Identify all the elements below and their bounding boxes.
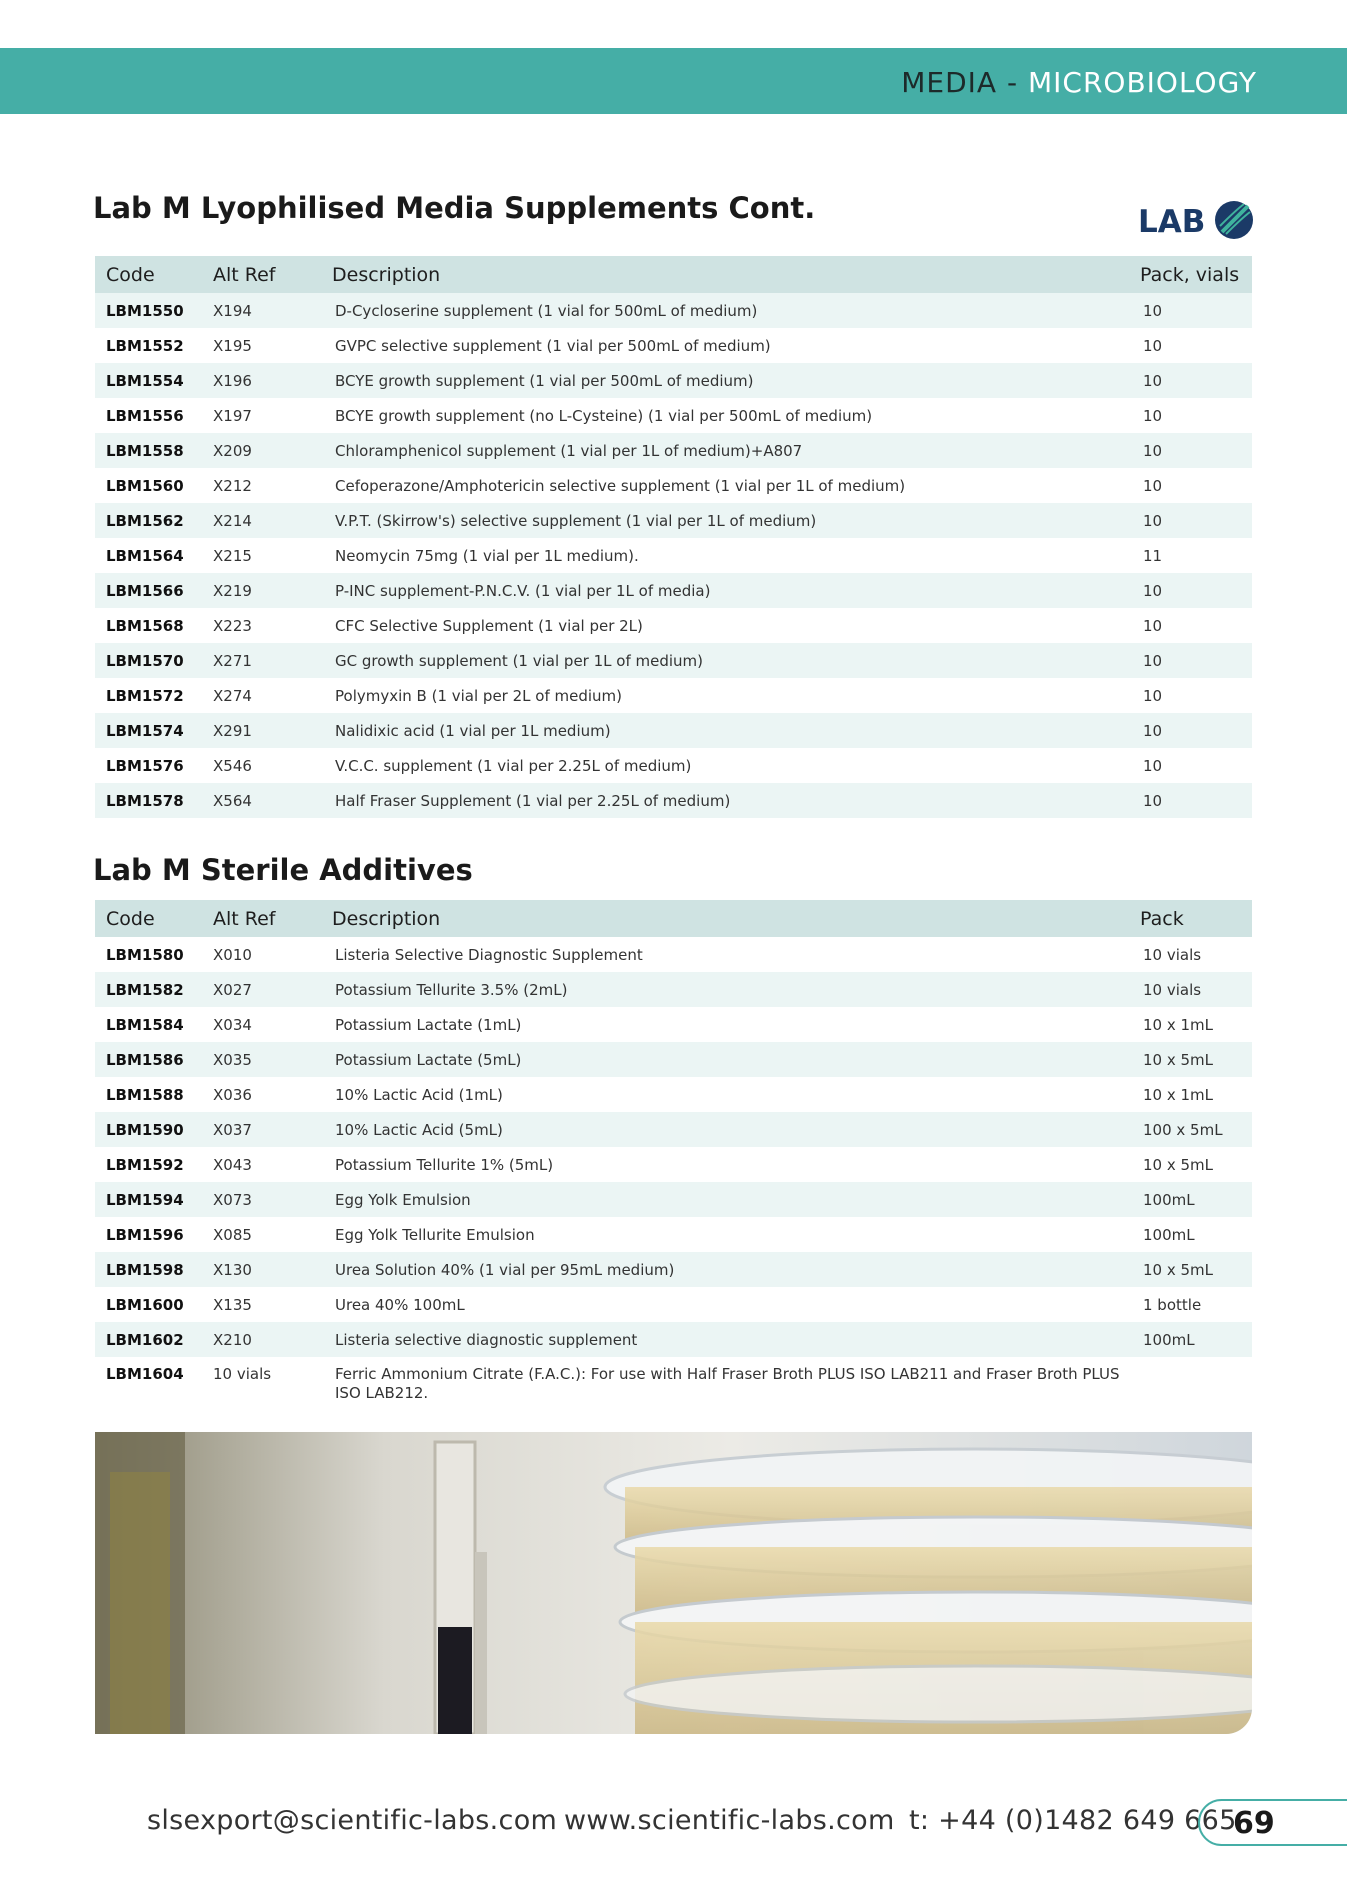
cell-alt-ref: X209 (202, 433, 321, 468)
cell-pack: 10 (1129, 433, 1252, 468)
cell-code: LBM1602 (95, 1322, 202, 1357)
col-header-alt-ref: Alt Ref (202, 256, 321, 293)
cell-description: BCYE growth supplement (1 vial per 500mL of medium) (321, 363, 1129, 398)
table-row (95, 328, 1252, 363)
cell-code: LBM1554 (95, 363, 202, 398)
table-row (95, 608, 1252, 643)
cell-pack: 10 (1129, 503, 1252, 538)
cell-alt-ref: X073 (202, 1182, 321, 1217)
cell-description: Neomycin 75mg (1 vial per 1L medium). (335, 546, 639, 565)
table-row (95, 643, 1252, 678)
table-row (95, 783, 1252, 818)
cell-code: LBM1582 (95, 972, 202, 1007)
cell-alt-ref: X215 (213, 546, 252, 565)
cell-alt-ref: X212 (213, 476, 252, 495)
table-row (95, 363, 1252, 398)
cell-pack: 10 (1129, 783, 1252, 818)
cell-code: LBM1562 (95, 503, 202, 538)
cell-description: Potassium Tellurite 3.5% (2mL) (321, 972, 1129, 1007)
cell-alt-ref: X194 (202, 293, 321, 328)
table-row (95, 398, 1252, 433)
photo-illustration (95, 1432, 1252, 1734)
cell-code: LBM1580 (106, 945, 184, 964)
cell-pack: 10 (1129, 573, 1252, 608)
footer-email[interactable]: slsexport@scientific-labs.com (147, 1805, 558, 1836)
cell-description: Potassium Lactate (5mL) (321, 1042, 1129, 1077)
cell-description: Potassium Tellurite 1% (5mL) (335, 1155, 554, 1174)
table-header-row (95, 900, 1252, 937)
table-row (95, 1007, 1252, 1042)
cell-code: LBM1560 (106, 476, 184, 495)
lab-m-logo (1138, 196, 1253, 242)
cell-code: LBM1596 (106, 1225, 184, 1244)
table-row (95, 1077, 1252, 1112)
cell-code: LBM1570 (95, 643, 202, 678)
col-header-code: Code (95, 900, 202, 937)
cell-description: BCYE growth supplement (no L-Cysteine) (1 vial per 500mL of medium) (335, 406, 873, 425)
cell-description: P-INC supplement-P.N.C.V. (1 vial per 1L of media) (321, 573, 1129, 608)
cell-description: Egg Yolk Emulsion (321, 1182, 1129, 1217)
table-row (95, 468, 1252, 503)
cell-alt-ref: X135 (213, 1295, 252, 1314)
cell-description: V.C.C. supplement (1 vial per 2.25L of medium) (335, 756, 692, 775)
cell-pack: 10 x 5mL (1129, 1042, 1252, 1077)
col-header-description: Description (321, 256, 1129, 293)
cell-description: Polymyxin B (1 vial per 2L of medium) (335, 686, 623, 705)
cell-pack: 10 x 1mL (1143, 1085, 1214, 1104)
cell-code: LBM1594 (95, 1182, 202, 1217)
table-row (95, 1217, 1252, 1252)
cell-alt-ref: X564 (202, 783, 321, 818)
cell-pack: 10 (1143, 476, 1163, 495)
table-row (95, 1252, 1252, 1287)
table-row (95, 1322, 1252, 1357)
col-header-description: Description (321, 900, 1129, 937)
table-row (95, 293, 1252, 328)
cell-alt-ref: X043 (213, 1155, 252, 1174)
section-header-bar (0, 48, 1347, 114)
cell-pack (1129, 1357, 1252, 1411)
cell-alt-ref: X219 (202, 573, 321, 608)
cell-description: Listeria selective diagnostic supplement (321, 1322, 1129, 1357)
table-row (95, 1182, 1252, 1217)
cell-pack: 10 vials (1129, 972, 1252, 1007)
cell-description: 10% Lactic Acid (1mL) (335, 1085, 503, 1104)
cell-alt-ref: X010 (213, 945, 252, 964)
table-row (95, 503, 1252, 538)
cell-pack: 10 (1129, 643, 1252, 678)
col-header-pack: Pack (1129, 900, 1252, 937)
cell-pack: 100mL (1143, 1225, 1195, 1244)
cell-pack: 10 (1129, 713, 1252, 748)
cell-pack: 10 x 5mL (1143, 1155, 1214, 1174)
cell-description: Ferric Ammonium Citrate (F.A.C.): For use with Half Fraser Broth PLUS ISO LAB211 and Fraser Broth PLUS ISO LAB212. (335, 1365, 1120, 1402)
cell-description: V.P.T. (Skirrow's) selective supplement (1 vial per 1L of medium) (321, 503, 1129, 538)
footer-phone: t: +44 (0)1482 649 665 (909, 1805, 1237, 1836)
cell-code: LBM1578 (95, 783, 202, 818)
cell-alt-ref: X034 (213, 1015, 252, 1034)
cell-alt-ref: X197 (213, 406, 252, 425)
cell-code: LBM1590 (95, 1112, 202, 1147)
col-header-alt-ref: Alt Ref (202, 900, 321, 937)
cell-code: LBM1558 (95, 433, 202, 468)
cell-alt-ref: X291 (202, 713, 321, 748)
table-row (95, 972, 1252, 1007)
section2-title: Lab M Sterile Additives (93, 853, 473, 887)
cell-description: Potassium Lactate (1mL) (335, 1015, 522, 1034)
cell-description: Urea 40% 100mL (335, 1295, 465, 1314)
cell-pack: 10 (1129, 363, 1252, 398)
cell-description: Half Fraser Supplement (1 vial per 2.25L of medium) (321, 783, 1129, 818)
cell-pack: 10 (1143, 756, 1163, 775)
cell-code: LBM1586 (95, 1042, 202, 1077)
table-row (95, 1042, 1252, 1077)
lab-m-globe-icon (1215, 201, 1253, 239)
table-row (95, 573, 1252, 608)
cell-pack: 10 x 1mL (1143, 1015, 1214, 1034)
col-header-code: Code (95, 256, 202, 293)
cell-code: LBM1574 (95, 713, 202, 748)
cell-code: LBM1592 (106, 1155, 184, 1174)
cell-pack: 10 x 5mL (1129, 1252, 1252, 1287)
cell-pack: 10 (1143, 336, 1163, 355)
petri-dish-photo (95, 1432, 1252, 1734)
supplements-table (95, 256, 1252, 818)
cell-code: LBM1568 (106, 616, 184, 635)
cell-description: Urea Solution 40% (1 vial per 95mL medium) (321, 1252, 1129, 1287)
cell-alt-ref: X035 (202, 1042, 321, 1077)
cell-description: Cefoperazone/Amphotericin selective supplement (1 vial per 1L of medium) (335, 476, 906, 495)
cell-code: LBM1556 (106, 406, 184, 425)
footer-website[interactable]: www.scientific-labs.com (564, 1805, 895, 1836)
cell-description: GC growth supplement (1 vial per 1L of medium) (321, 643, 1129, 678)
cell-alt-ref: X210 (202, 1322, 321, 1357)
cell-pack: 10 (1143, 686, 1163, 705)
cell-description: D-Cycloserine supplement (1 vial for 500mL of medium) (321, 293, 1129, 328)
cell-alt-ref: X085 (213, 1225, 252, 1244)
table-row (95, 433, 1252, 468)
cell-code: LBM1576 (106, 756, 184, 775)
cell-code: LBM1588 (106, 1085, 184, 1104)
cell-pack: 10 (1129, 293, 1252, 328)
cell-pack: 11 (1143, 546, 1163, 565)
cell-pack: 10 (1143, 406, 1163, 425)
cell-description: GVPC selective supplement (1 vial per 500mL of medium) (335, 336, 771, 355)
col-header-pack: Pack, vials (1129, 256, 1252, 293)
cell-code: LBM1572 (106, 686, 184, 705)
table-row (95, 748, 1252, 783)
cell-code: LBM1566 (95, 573, 202, 608)
table-row (95, 1287, 1252, 1322)
cell-code: LBM1598 (95, 1252, 202, 1287)
cell-alt-ref: X223 (213, 616, 252, 635)
table-header-row (95, 256, 1252, 293)
cell-code: LBM1550 (95, 293, 202, 328)
cell-alt-ref: X274 (213, 686, 252, 705)
cell-pack: 1 bottle (1143, 1295, 1202, 1314)
cell-code: LBM1600 (106, 1295, 184, 1314)
cell-description: Chloramphenicol supplement (1 vial per 1L of medium)+A807 (321, 433, 1129, 468)
logo-text: LAB (1138, 204, 1206, 240)
cell-pack: 10 vials (1143, 945, 1202, 964)
sterile-additives-table (95, 900, 1252, 1411)
cell-pack: 100mL (1129, 1182, 1252, 1217)
cell-description: Egg Yolk Tellurite Emulsion (335, 1225, 535, 1244)
cell-description: 10% Lactic Acid (5mL) (321, 1112, 1129, 1147)
cell-pack: 100 x 5mL (1129, 1112, 1252, 1147)
cell-pack: 100mL (1129, 1322, 1252, 1357)
cell-alt-ref: X037 (202, 1112, 321, 1147)
cell-alt-ref: X546 (213, 756, 252, 775)
cell-alt-ref: X130 (202, 1252, 321, 1287)
cell-alt-ref: X036 (213, 1085, 252, 1104)
page-number: 69 (1233, 1806, 1275, 1841)
table-row (95, 937, 1252, 972)
cell-alt-ref: X195 (213, 336, 252, 355)
cell-code: LBM1604 (106, 1365, 184, 1383)
section-title (901, 66, 1257, 99)
table-row (95, 713, 1252, 748)
cell-description: CFC Selective Supplement (1 vial per 2L) (335, 616, 643, 635)
cell-description: Nalidixic acid (1 vial per 1L medium) (321, 713, 1129, 748)
cell-code: LBM1584 (106, 1015, 184, 1034)
cell-alt-ref: X214 (202, 503, 321, 538)
table-row (95, 1147, 1252, 1182)
cell-description: Listeria Selective Diagnostic Supplement (335, 945, 643, 964)
cell-pack: 10 (1143, 616, 1163, 635)
cell-code: LBM1552 (106, 336, 184, 355)
cell-alt-ref: 10 vials (213, 1365, 272, 1383)
table-row (95, 678, 1252, 713)
table-row (95, 1357, 1252, 1411)
table-row (95, 538, 1252, 573)
cell-alt-ref: X027 (202, 972, 321, 1007)
cell-code: LBM1564 (106, 546, 184, 565)
section-prefix: MEDIA - (901, 66, 1028, 99)
cell-alt-ref: X196 (202, 363, 321, 398)
table-row (95, 1112, 1252, 1147)
cell-alt-ref: X271 (202, 643, 321, 678)
section1-title: Lab M Lyophilised Media Supplements Cont. (93, 191, 816, 225)
section-name: MICROBIOLOGY (1027, 66, 1257, 99)
